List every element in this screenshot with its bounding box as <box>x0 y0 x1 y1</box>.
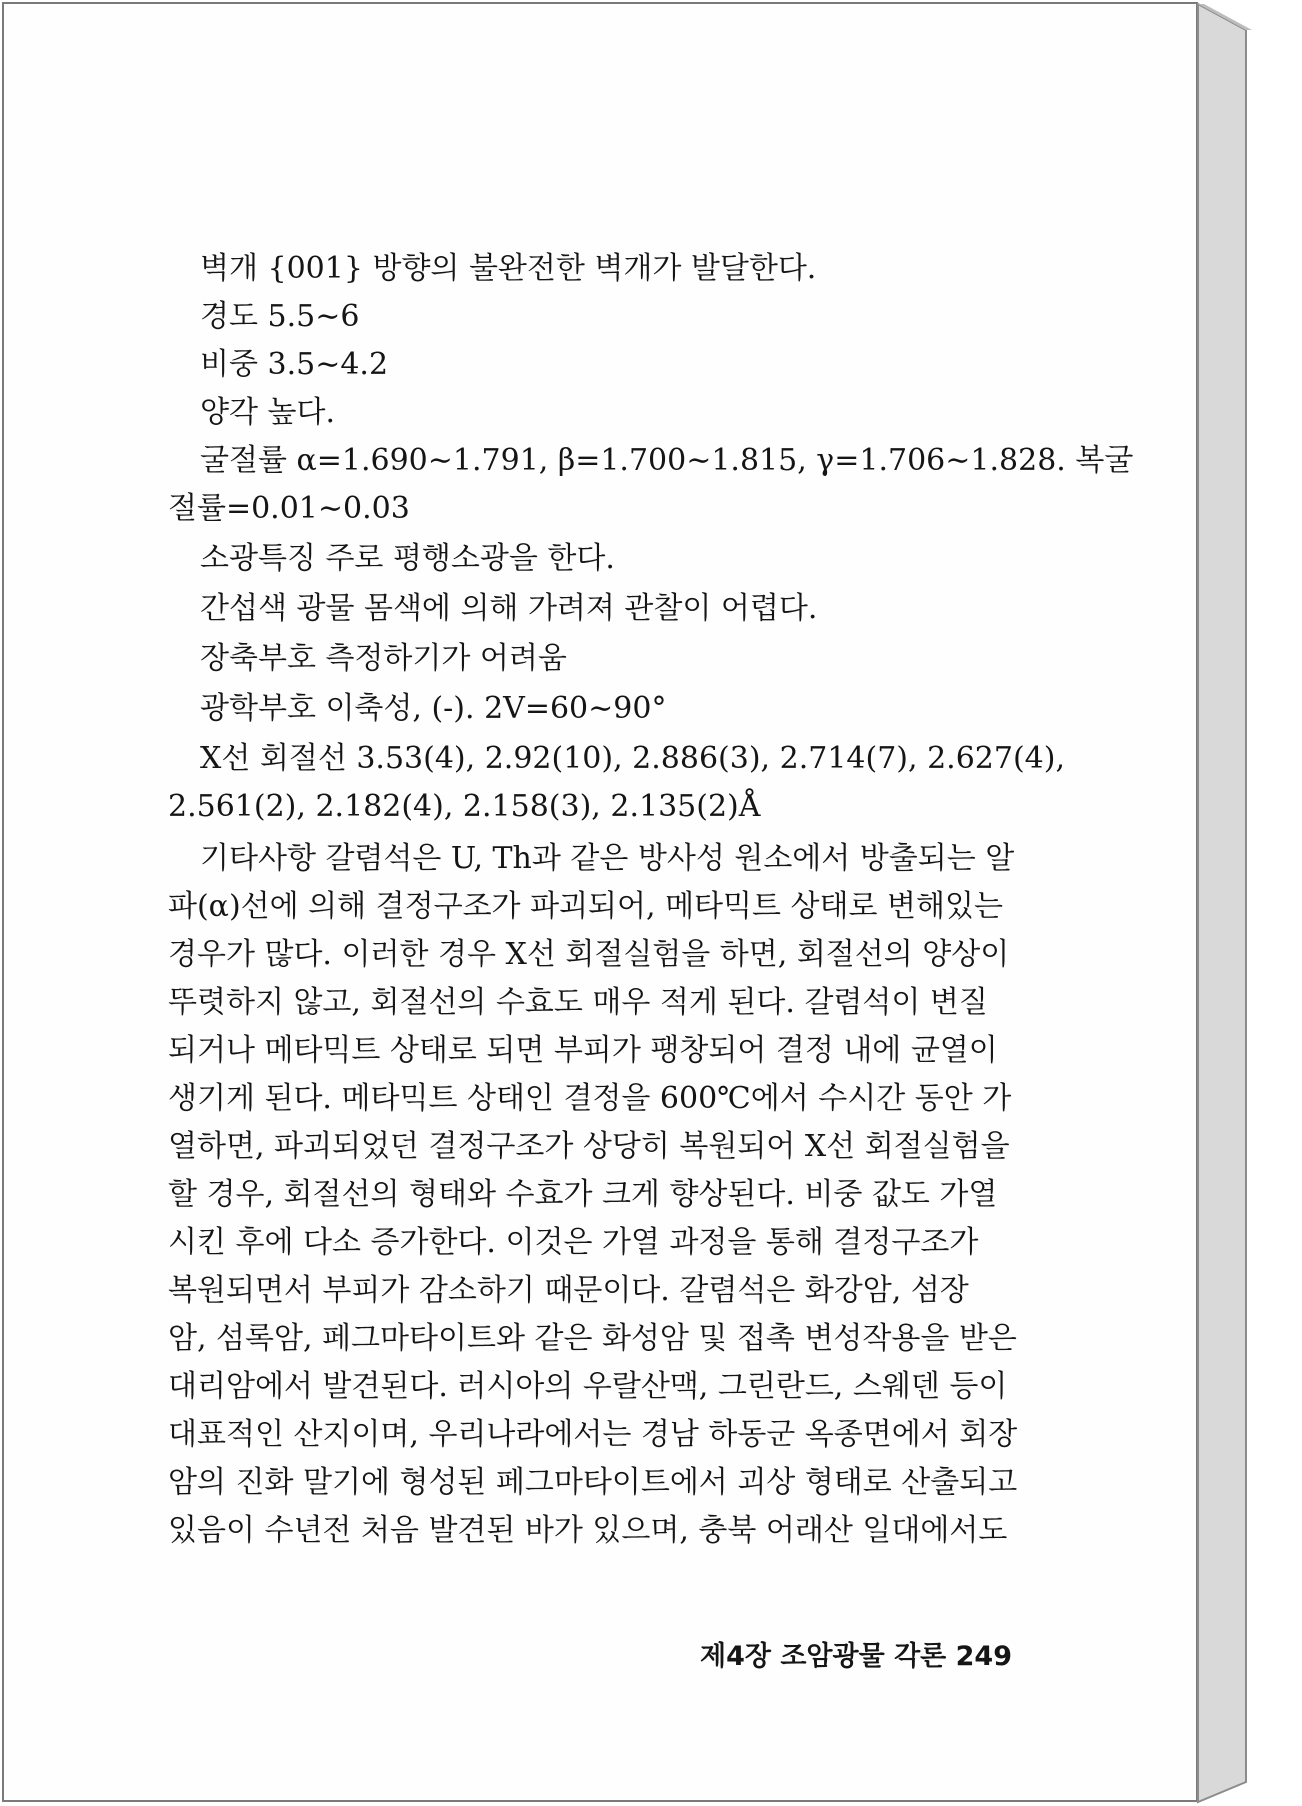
text-line: 절률=0.01∼0.03 <box>168 491 410 526</box>
text-line: 할 경우, 회절선의 형태와 수효가 크게 향상된다. 비중 값도 가열 <box>168 1177 998 1212</box>
text-line: 대리암에서 발견된다. 러시아의 우랄산맥, 그린란드, 스웨덴 등이 <box>168 1369 1008 1404</box>
text-line: 굴절률 α=1.690∼1.791, β=1.700∼1.815, γ=1.706∼1.828. 복굴 <box>200 443 1134 478</box>
text-line: 양각 높다. <box>200 395 335 430</box>
page-footer: 제4장 조암광물 각론 249 <box>700 1641 1013 1672</box>
text-line: 열하면, 파괴되었던 결정구조가 상당히 복원되어 X선 회절실험을 <box>168 1129 1010 1164</box>
text-line: 2.561(2), 2.182(4), 2.158(3), 2.135(2)Å <box>168 789 761 824</box>
text-line: 광학부호 이축성, (-). 2V=60∼90° <box>200 691 667 726</box>
text-line: 생기게 된다. 메타믹트 상태인 결정을 600℃에서 수시간 동안 가 <box>168 1081 1012 1116</box>
text-line: 되거나 메타믹트 상태로 되면 부피가 팽창되어 결정 내에 균열이 <box>168 1033 998 1068</box>
text-line: 암, 섬록암, 페그마타이트와 같은 화성암 및 접촉 변성작용을 받은 <box>168 1321 1017 1356</box>
text-line: 뚜렷하지 않고, 회절선의 수효도 매우 적게 된다. 갈렴석이 변질 <box>168 985 988 1020</box>
text-line: 암의 진화 말기에 형성된 페그마타이트에서 괴상 형태로 산출되고 <box>168 1465 1018 1500</box>
text-line: 있음이 수년전 처음 발견된 바가 있으며, 충북 어래산 일대에서도 <box>168 1513 1008 1548</box>
text-line: 비중 3.5∼4.2 <box>200 347 389 382</box>
text-line: 복원되면서 부피가 감소하기 때문이다. 갈렴석은 화강암, 섬장 <box>168 1273 969 1308</box>
text-line: 기타사항 갈렴석은 U, Th과 같은 방사성 원소에서 방출되는 알 <box>200 841 1015 876</box>
text-line: 경도 5.5∼6 <box>200 299 360 334</box>
text-line: 파(α)선에 의해 결정구조가 파괴되어, 메타믹트 상태로 변해있는 <box>168 889 1003 924</box>
text-line: 소광특징 주로 평행소광을 한다. <box>200 541 615 576</box>
text-line: 경우가 많다. 이러한 경우 X선 회절실험을 하면, 회절선의 양상이 <box>168 937 1010 972</box>
text-line: 시킨 후에 다소 증가한다. 이것은 가열 과정을 통해 결정구조가 <box>168 1225 979 1260</box>
text-line: 장축부호 측정하기가 어려움 <box>200 641 567 676</box>
text-line: 간섭색 광물 몸색에 의해 가려져 관찰이 어렵다. <box>200 591 818 626</box>
text-line: 벽개 {001} 방향의 불완전한 벽개가 발달한다. <box>200 251 817 286</box>
text-line: X선 회절선 3.53(4), 2.92(10), 2.886(3), 2.714(7), 2.627(4), <box>200 741 1065 776</box>
text-line: 대표적인 산지이며, 우리나라에서는 경남 하동군 옥종면에서 회장 <box>168 1417 1018 1452</box>
